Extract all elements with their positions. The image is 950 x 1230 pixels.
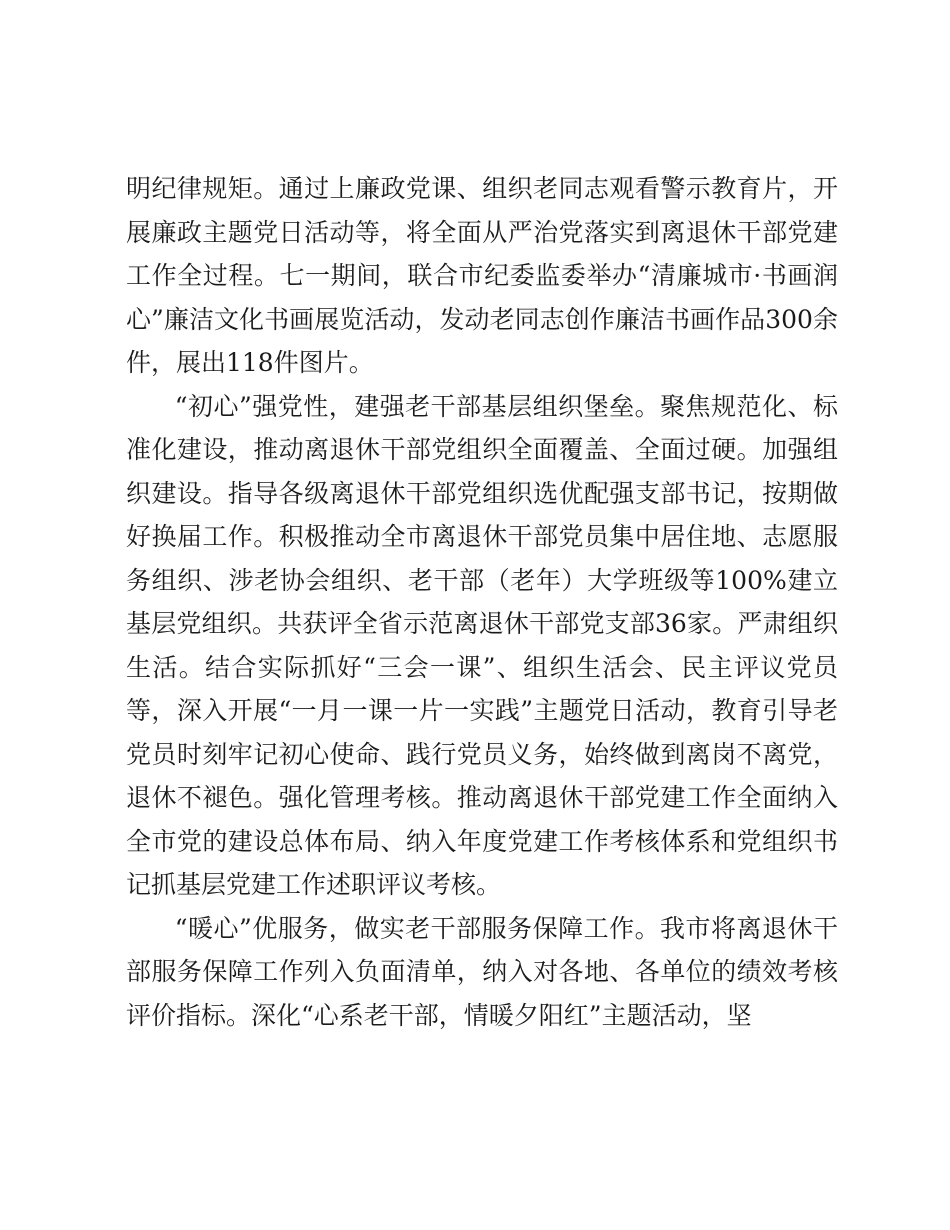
paragraph-1: 明纪律规矩。通过上廉政党课、组织老同志观看警示教育片，开展廉政主题党日活动等，将全面从严治党落实到离退休干部党建工作全过程。七一期间，联合市纪委监委举办“清廉城市·书画润心”廉洁文化书画展览活动，发动老同志创作廉洁书画作品300余件，展出118件图片。 (126, 174, 838, 377)
paragraph-2: “初心”强党性，建强老干部基层组织堡垒。聚焦规范化、标准化建设，推动离退休干部党组织全面覆盖、全面过硬。加强组织建设。指导各级离退休干部党组织选优配强支部书记，按期做好换届工作。积极推动全市离退休干部党员集中居住地、志愿服务组织、涉老协会组织、老干部（老年）大学班级等100%建立基层党组织。共获评全省示范离退休干部党支部36家。严肃组织生活。结合实际抓好“三会一课”、组织生活会、民主评议党员等，深入开展“一月一课一片一实践”主题党日活动，教育引导老党员时刻牢记初心使命、践行党员义务，始终做到离岗不离党，退休不褪色。强化管理考核。推动离退休干部党建工作全面纳入全市党的建设总体布局、纳入年度党建工作考核体系和党组织书记抓基层党建工作述职评议考核。 (126, 391, 838, 899)
document-body (126, 167, 838, 1037)
paragraph-3: “暖心”优服务，做实老干部服务保障工作。我市将离退休干部服务保障工作列入负面清单，纳入对各地、各单位的绩效考核评价指标。深化“心系老干部，情暖夕阳红”主题活动，坚 (126, 913, 838, 1030)
